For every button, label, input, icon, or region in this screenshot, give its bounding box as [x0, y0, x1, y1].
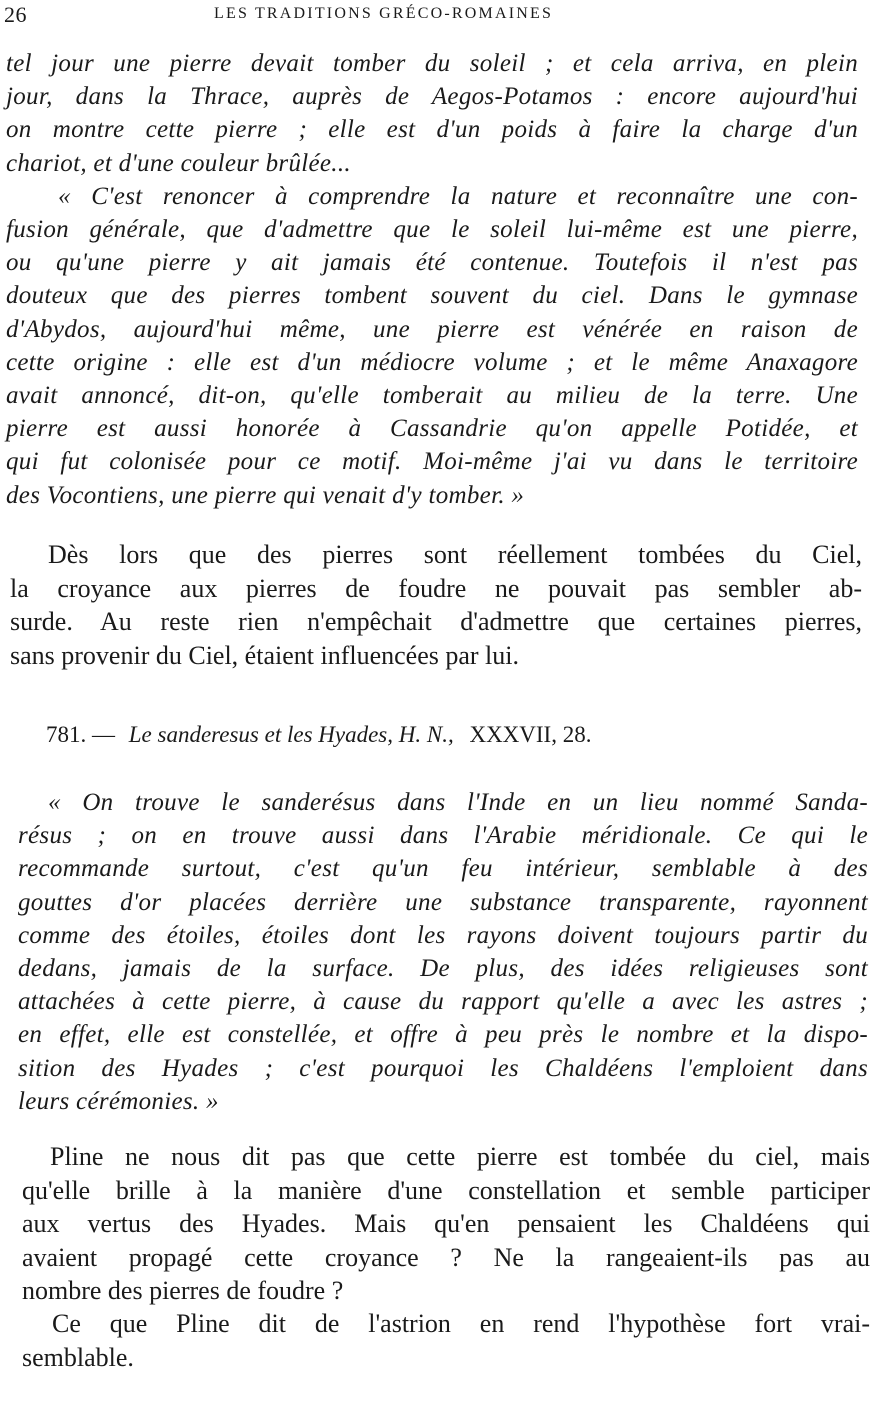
text-line: jour, dans la Thrace, auprès de Aegos-Potamos : encore aujourd'hui — [6, 83, 858, 111]
text-line: semblable. — [22, 1342, 134, 1372]
pliny-quote-sanderesus — [18, 786, 868, 1118]
text-line: leurs cérémonies. » — [18, 1087, 219, 1115]
text-line: qu'elle brille à la manière d'une constellation et semble participer — [22, 1175, 870, 1205]
text-line: Ce que Pline dit de l'astrion en rend l'hypothèse fort vrai- — [52, 1309, 870, 1338]
text-line: qui fut colonisée pour ce motif. Moi-même j'ai vu dans le territoire — [6, 448, 858, 476]
text-line: sans provenir du Ciel, étaient influencées par lui. — [10, 640, 520, 670]
text-line: aux vertus des Hyades. Mais qu'en pensaient les Chaldéens qui — [22, 1209, 870, 1238]
text-line: tel jour une pierre devait tomber du soleil ; et cela arriva, en plein — [6, 50, 858, 77]
text-line: la croyance aux pierres de foudre ne pouvait pas sembler ab- — [10, 573, 862, 603]
text-line: des Vocontiens, une pierre qui venait d'y tomber. » — [6, 481, 525, 509]
text-line: cette origine : elle est d'un médiocre volume ; et le même Anaxagore — [6, 348, 858, 376]
text-line: en effet, elle est constellée, et offre à peu près le nombre et la dispo- — [18, 1021, 868, 1049]
text-line: avait annoncé, dit-on, qu'elle tomberait au milieu de la terre. Une — [6, 382, 858, 410]
text-line: gouttes d'or placées derrière une substance transparente, rayonnent — [18, 888, 868, 916]
text-line: d'Abydos, aujourd'hui même, une pierre est vénérée en raison de — [6, 315, 858, 343]
text-line: douteux que des pierres tombent souvent du ciel. Dans le gymnase — [6, 282, 858, 310]
pliny-quote-meteorite — [6, 47, 858, 512]
paragraph-pliny-hyades — [22, 1140, 870, 1308]
text-line: dedans, jamais de la surface. De plus, des idées religieuses sont — [18, 955, 868, 983]
text-line: pierre est aussi honorée à Cassandrie qu'on appelle Potidée, et — [6, 415, 858, 443]
text-line: nombre des pierres de foudre ? — [22, 1276, 344, 1305]
running-header — [4, 2, 865, 26]
running-title: LES TRADITIONS GRÉCO-ROMAINES — [214, 5, 554, 22]
text-line: « C'est renoncer à comprendre la nature et reconnaître une con- — [58, 182, 858, 210]
page-number: 26 — [4, 2, 27, 27]
paragraph-falling-stones — [10, 538, 862, 672]
text-line: Dès lors que des pierres sont réellement tombées du Ciel, — [48, 540, 862, 569]
text-line: sition des Hyades ; c'est pourquoi les Chaldéens l'emploient dans — [18, 1054, 868, 1082]
section-reference: XXXVII, 28. — [469, 722, 592, 747]
text-line: surde. Au reste rien n'empêchait d'admettre que certaines pierres, — [10, 607, 862, 636]
text-line: fusion générale, que d'admettre que le soleil lui-même est une pierre, — [6, 216, 858, 244]
section-heading — [46, 719, 836, 751]
text-line: ou qu'une pierre y ait jamais été contenue. Toutefois il n'est pas — [6, 249, 858, 277]
text-line: résus ; on en trouve aussi dans l'Arabie méridionale. Ce qui le — [18, 822, 868, 850]
text-line: comme des étoiles, étoiles dont les rayons doivent toujours partir du — [18, 921, 868, 949]
section-title: Le sanderesus et les Hyades, H. N., — [128, 722, 454, 747]
section-number: 781. — — [46, 722, 115, 747]
text-line: on montre cette pierre ; elle est d'un poids à faire la charge d'un — [6, 116, 858, 144]
text-line: Pline ne nous dit pas que cette pierre est tombée du ciel, mais — [50, 1142, 870, 1171]
paragraph-astrion — [22, 1307, 870, 1374]
text-line: « On trouve le sanderésus dans l'Inde en un lieu nommé Sanda- — [48, 789, 868, 816]
text-line: recommande surtout, c'est qu'un feu intérieur, semblable à des — [18, 855, 868, 883]
text-line: attachées à cette pierre, à cause du rapport qu'elle a avec les astres ; — [18, 988, 868, 1016]
text-line: avaient propagé cette croyance ? Ne la rangeaient-ils pas au — [22, 1242, 870, 1272]
text-line: chariot, et d'une couleur brûlée... — [6, 149, 351, 177]
